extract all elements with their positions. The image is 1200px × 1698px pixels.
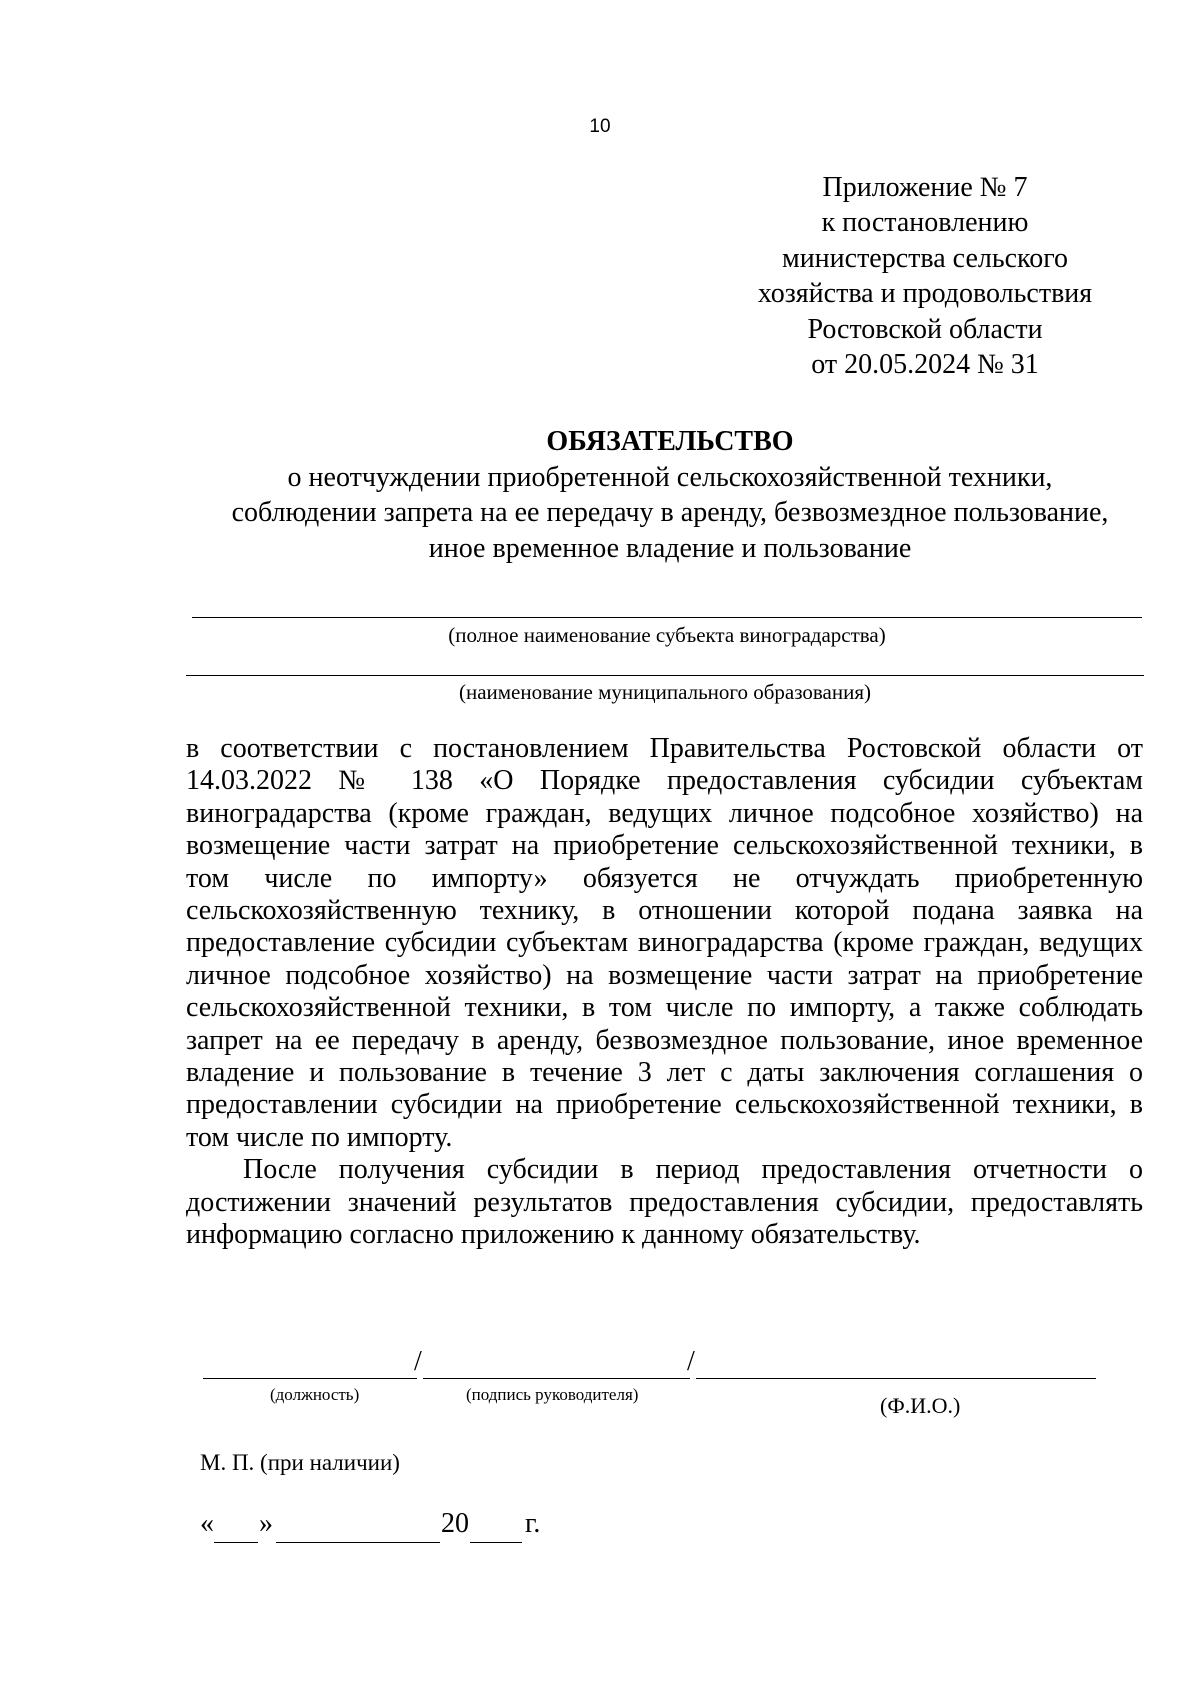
body-text [186,733,1143,1252]
day-blank [214,1542,258,1543]
municipality-line [186,675,1144,676]
municipality-caption: (наименование муниципального образования) [458,680,872,704]
year-blank [470,1542,522,1543]
date-row [200,1508,600,1548]
fio-line [696,1378,1096,1379]
signature-line [423,1378,690,1379]
position-line [203,1378,417,1379]
document-heading: ОБЯЗАТЕЛЬСТВО [546,426,794,457]
document-title [200,424,1140,566]
appendix-line: министерства сельского [781,242,1069,274]
signature-slash: / [414,1346,422,1377]
signature-caption: (подпись руководителя) [466,1385,639,1404]
paragraph: После получения субсидии в период предоставления отчетности о достижении значений результатов предоставления субсидии, предоставлять информацию согласно приложению к данному обязательству. [186,1154,1143,1251]
paragraph: в соответствии с постановлением Правительства Ростовской области от 14.03.2022 № 138 «О Порядке предоставления субсидии субъектам виноградарства (кроме граждан, ведущих личное подсобное хозяйство) на возмещение части затрат на приобретение сельскохозяйственной техники, в том числе по импорту» обязуется не отчуждать приобретенную сельскохозяйственную технику, в отношении которой подана заявка на предоставление субсидии субъектам виноградарства (кроме граждан, ведущих личное подсобное хозяйство) на возмещение части затрат на приобретение сельскохозяйственной техники, в том числе по импорту, а также соблюдать запрет на ее передачу в аренду, безвозмездное пользование, иное временное владение и пользование в течение 3 лет с даты заключения соглашения о предоставлении субсидии на приобретение сельскохозяйственной техники, в том числе по импорту. [186,733,1143,1153]
document-subtitle-line: иное временное владение и пользование [428,532,912,564]
fio-caption: (Ф.И.О.) [880,1393,961,1418]
stamp-note: М. П. (при наличии) [200,1450,400,1475]
month-blank [276,1542,440,1543]
date-open-quote: « [200,1508,214,1539]
appendix-line: от 20.05.2024 № 31 [811,349,1039,381]
appendix-line: Ростовской области [807,313,1043,345]
subject-name-line [192,617,1142,618]
appendix-line: Приложение № 7 [822,172,1028,203]
position-caption: (должность) [270,1385,360,1404]
subject-name-caption: (полное наименование субъекта виноградарства) [448,623,886,647]
document-subtitle-line: соблюдении запрета на ее передачу в аренду, безвозмездное пользование, [231,497,1109,528]
appendix-block [710,170,1140,382]
date-close-quote: » [259,1508,273,1539]
date-century: 20 [441,1508,469,1539]
appendix-line: к постановлению [821,207,1029,239]
appendix-line: хозяйства и продовольствия [757,278,1093,310]
date-year-suffix: г. [525,1508,541,1539]
signature-slash: / [687,1346,695,1377]
document-subtitle-line: о неотчуждении приобретенной сельскохозяйственной техники, [287,461,1053,493]
page-number: 10 [589,116,611,137]
